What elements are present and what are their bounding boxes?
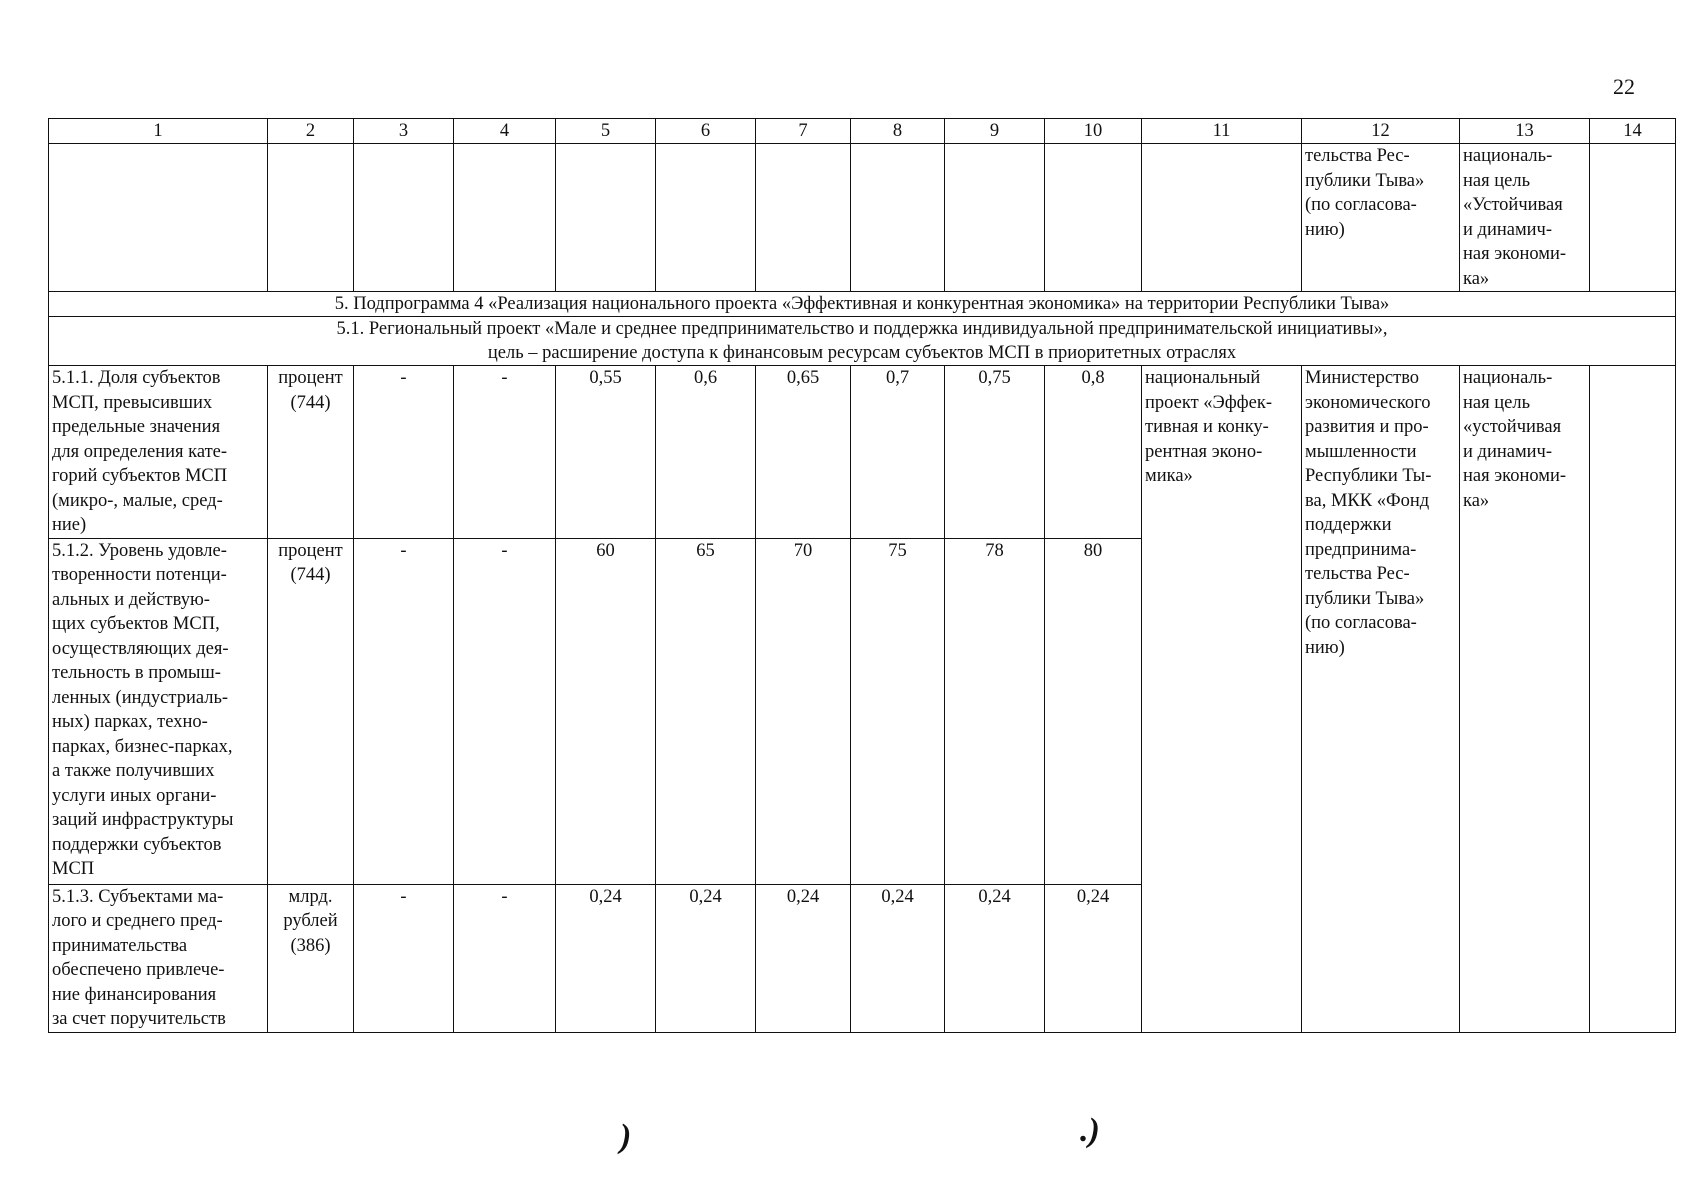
column-number: 1	[49, 119, 268, 144]
note-cell	[1590, 366, 1676, 1033]
column-number: 10	[1045, 119, 1142, 144]
value-cell: -	[454, 884, 556, 1032]
indicator-name: 5.1.2. Уровень удовле- творенности потенци- альных и действую- щих субъектов МСП, осуществляющих дея- тельность в промыш- ленных (индустриаль- ных) парках, техно- парках, бизнес-парках, а также получивших услуги иных органи- заций инфраструктуры поддержки субъектов МСП	[49, 538, 268, 884]
value-cell: 0,24	[1045, 884, 1142, 1032]
column-number: 6	[656, 119, 756, 144]
unit-cell: процент (744)	[268, 538, 354, 884]
indicator-name: 5.1.1. Доля субъектов МСП, превысивших предельные значения для определения кате- горий субъектов МСП (микро-, малые, сред- ние)	[49, 366, 268, 539]
column-number: 5	[556, 119, 656, 144]
table-row	[49, 366, 1676, 539]
value-cell: -	[354, 538, 454, 884]
responsible-continuation-cell: тельства Рес- публики Тыва» (по согласова- нию)	[1302, 144, 1460, 292]
column-number: 14	[1590, 119, 1676, 144]
column-number: 11	[1142, 119, 1302, 144]
responsible-executor-cell: Министерство экономического развития и про- мышленности Республики Ты- ва, МКК «Фонд поддержки предпринима- тельства Рес- публики Тыва» (по согласова- нию)	[1302, 366, 1460, 1033]
value-cell: 0,24	[656, 884, 756, 1032]
page-number: 22	[1613, 74, 1635, 99]
column-number: 7	[756, 119, 851, 144]
value-cell: 80	[1045, 538, 1142, 884]
unit-cell: млрд. рублей (386)	[268, 884, 354, 1032]
column-number: 9	[945, 119, 1045, 144]
section-row	[49, 292, 1676, 317]
regional-project-heading: 5.1. Региональный проект «Мале и среднее предпринимательство и поддержка индивидуальной предпринимательской инициативы», цель – расширение доступа к финансовым ресурсам субъектов МСП в приоритетных отраслях	[49, 317, 1676, 366]
value-cell: 0,24	[556, 884, 656, 1032]
value-cell: 0,55	[556, 366, 656, 539]
subprogram-heading: 5. Подпрограмма 4 «Реализация национального проекта «Эффективная и конкурентная экономика» на территории Республики Тыва»	[49, 292, 1676, 317]
value-cell: 78	[945, 538, 1045, 884]
section-row	[49, 317, 1676, 366]
scan-mark: )	[620, 1118, 632, 1155]
column-number: 8	[851, 119, 945, 144]
national-goal-cell: националь- ная цель «устойчивая и динамич- ная экономи- ка»	[1460, 366, 1590, 1033]
value-cell: 0,8	[1045, 366, 1142, 539]
unit-cell: процент (744)	[268, 366, 354, 539]
column-number-row	[49, 119, 1676, 144]
value-cell: 0,24	[851, 884, 945, 1032]
value-cell: -	[354, 366, 454, 539]
value-cell: 0,24	[756, 884, 851, 1032]
column-number: 4	[454, 119, 556, 144]
column-number: 13	[1460, 119, 1590, 144]
value-cell: -	[454, 538, 556, 884]
value-cell: 65	[656, 538, 756, 884]
value-cell: 0,75	[945, 366, 1045, 539]
scan-mark: .)	[1080, 1112, 1100, 1149]
value-cell: 0,24	[945, 884, 1045, 1032]
value-cell: 75	[851, 538, 945, 884]
indicator-name: 5.1.3. Субъектами ма- лого и среднего пред- принимательства обеспечено привлече- ние финансирования за счет поручительств	[49, 884, 268, 1032]
value-cell: -	[354, 884, 454, 1032]
value-cell: 0,65	[756, 366, 851, 539]
value-cell: 0,7	[851, 366, 945, 539]
column-number: 3	[354, 119, 454, 144]
national-goal-continuation-cell: националь- ная цель «Устойчивая и динамич- ная экономи- ка»	[1460, 144, 1590, 292]
value-cell: 0,6	[656, 366, 756, 539]
value-cell: 70	[756, 538, 851, 884]
column-number: 12	[1302, 119, 1460, 144]
continuation-row	[49, 144, 1676, 292]
indicators-table	[48, 118, 1676, 1033]
column-number: 2	[268, 119, 354, 144]
value-cell: -	[454, 366, 556, 539]
value-cell: 60	[556, 538, 656, 884]
national-project-cell: национальный проект «Эффек- тивная и конку- рентная эконо- мика»	[1142, 366, 1302, 1033]
